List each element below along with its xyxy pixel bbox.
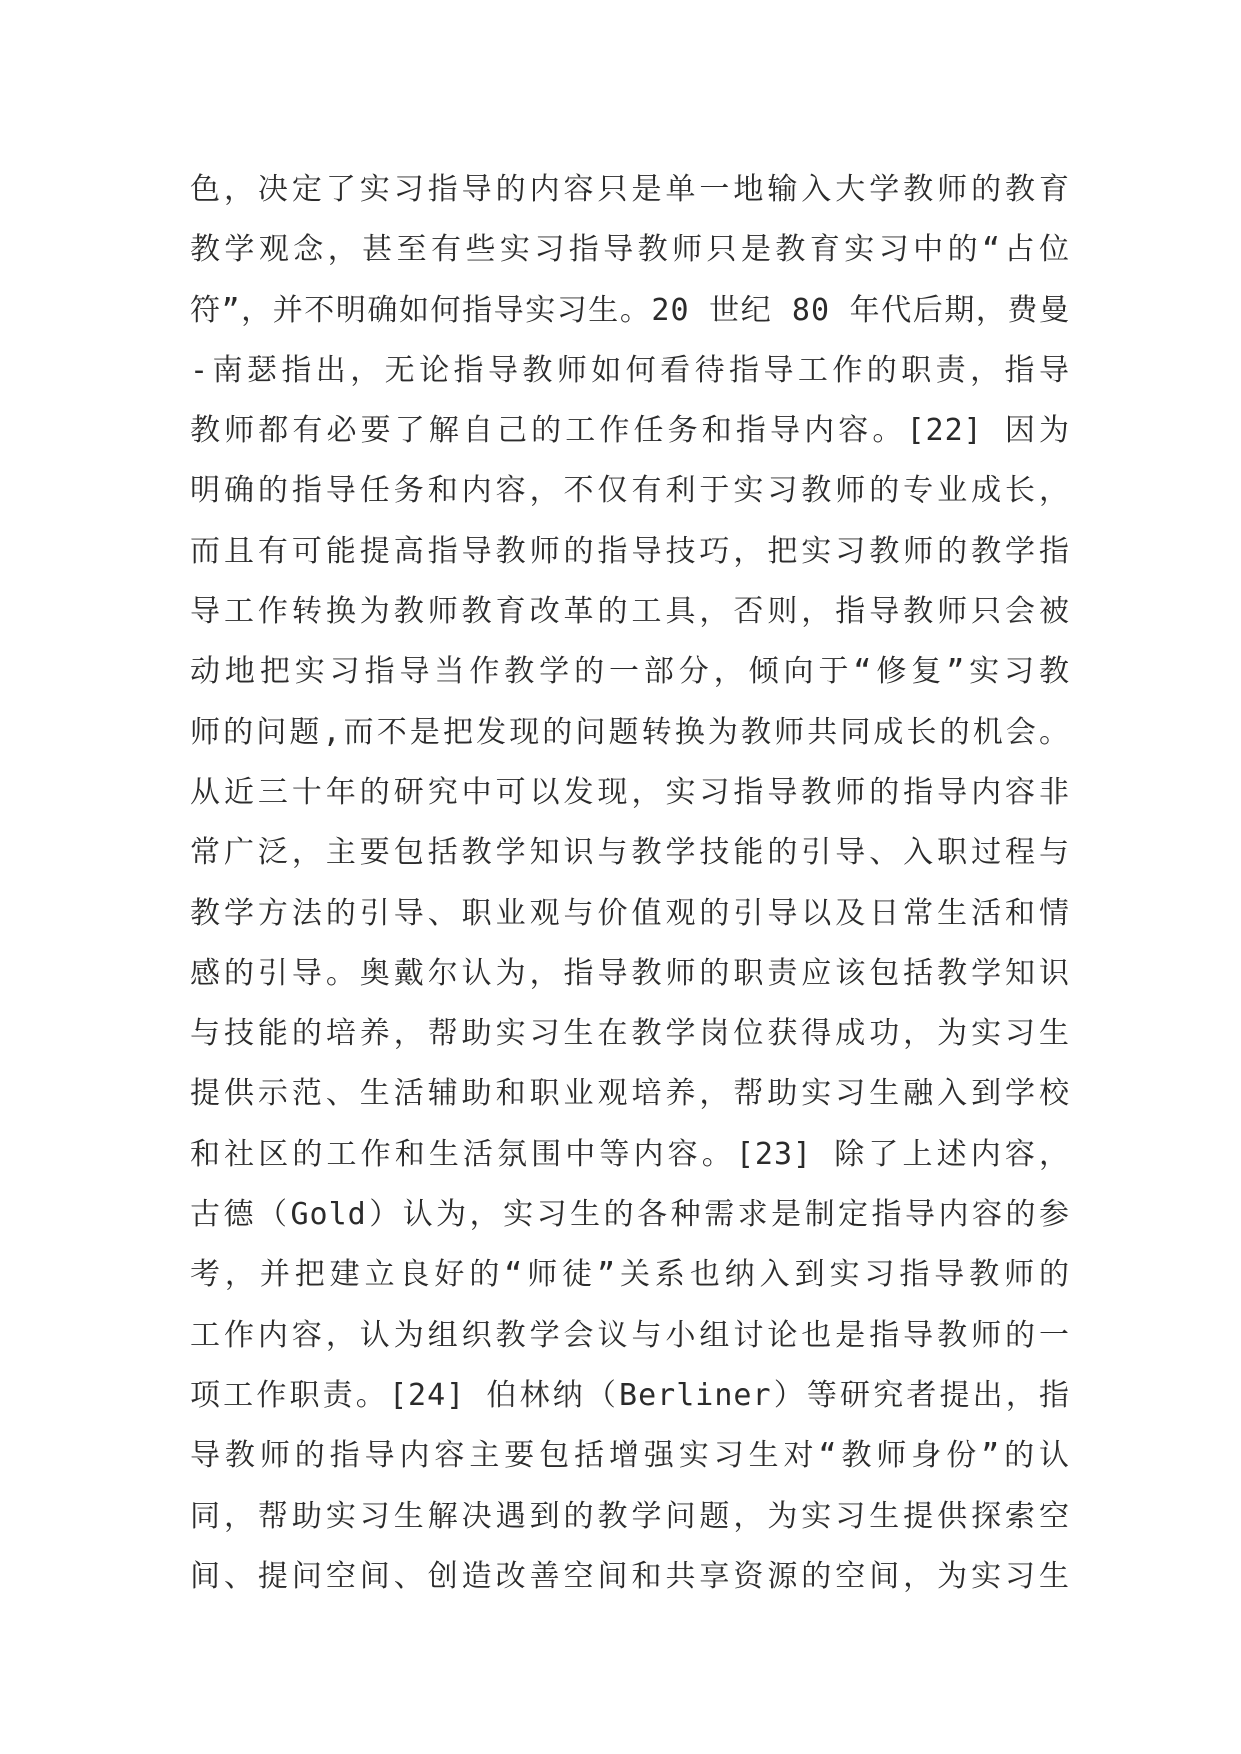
text-line: 工作内容，认为组织教学会议与小组讨论也是指导教师的一 (190, 1317, 1070, 1353)
text-line: 教师都有必要了解自己的工作任务和指导内容。[22] 因为 (190, 413, 1070, 449)
body-paragraph (190, 160, 1070, 1607)
text-line: 考，并把建立良好的“师徒”关系也纳入到实习指导教师的 (190, 1257, 1070, 1293)
text-line: 提供示范、生活辅助和职业观培养，帮助实习生融入到学校 (190, 1076, 1070, 1112)
text-line: 常广泛，主要包括教学知识与教学技能的引导、入职过程与 (190, 835, 1070, 871)
text-line: 教学方法的引导、职业观与价值观的引导以及日常生活和情 (190, 895, 1070, 931)
text-line: 色，决定了实习指导的内容只是单一地输入大学教师的教育 (190, 172, 1070, 207)
text-line: 间、提问空间、创造改善空间和共享资源的空间，为实习生 (190, 1558, 1070, 1594)
text-line: -南瑟指出，无论指导教师如何看待指导工作的职责，指导 (190, 352, 1070, 388)
text-line: 与技能的培养，帮助实习生在教学岗位获得成功，为实习生 (190, 1016, 1070, 1052)
text-line: 师的问题,而不是把发现的问题转换为教师共同成长的机会。 (190, 714, 1070, 750)
text-line: 导工作转换为教师教育改革的工具，否则，指导教师只会被 (190, 594, 1070, 630)
text-line: 和社区的工作和生活氛围中等内容。[23] 除了上述内容， (190, 1136, 1070, 1172)
text-line: 从近三十年的研究中可以发现，实习指导教师的指导内容非 (190, 774, 1070, 810)
text-line: 明确的指导任务和内容，不仅有利于实习教师的专业成长， (190, 473, 1070, 509)
text-line: 动地把实习指导当作教学的一部分，倾向于“修复”实习教 (190, 654, 1070, 690)
text-line: 符”，并不明确如何指导实习生。20 世纪 80 年代后期，费曼 (190, 292, 1070, 328)
text-line: 而且有可能提高指导教师的指导技巧，把实习教师的教学指 (190, 533, 1070, 569)
text-line: 教学观念，甚至有些实习指导教师只是教育实习中的“占位 (190, 232, 1070, 268)
text-line: 导教师的指导内容主要包括增强实习生对“教师身份”的认 (190, 1438, 1070, 1474)
text-line: 同，帮助实习生解决遇到的教学问题，为实习生提供探索空 (190, 1498, 1070, 1534)
text-line: 感的引导。奥戴尔认为，指导教师的职责应该包括教学知识 (190, 955, 1070, 991)
text-line: 项工作职责。[24] 伯林纳（Berliner）等研究者提出，指 (190, 1377, 1070, 1413)
text-line: 古德（Gold）认为，实习生的各种需求是制定指导内容的参 (190, 1197, 1070, 1233)
